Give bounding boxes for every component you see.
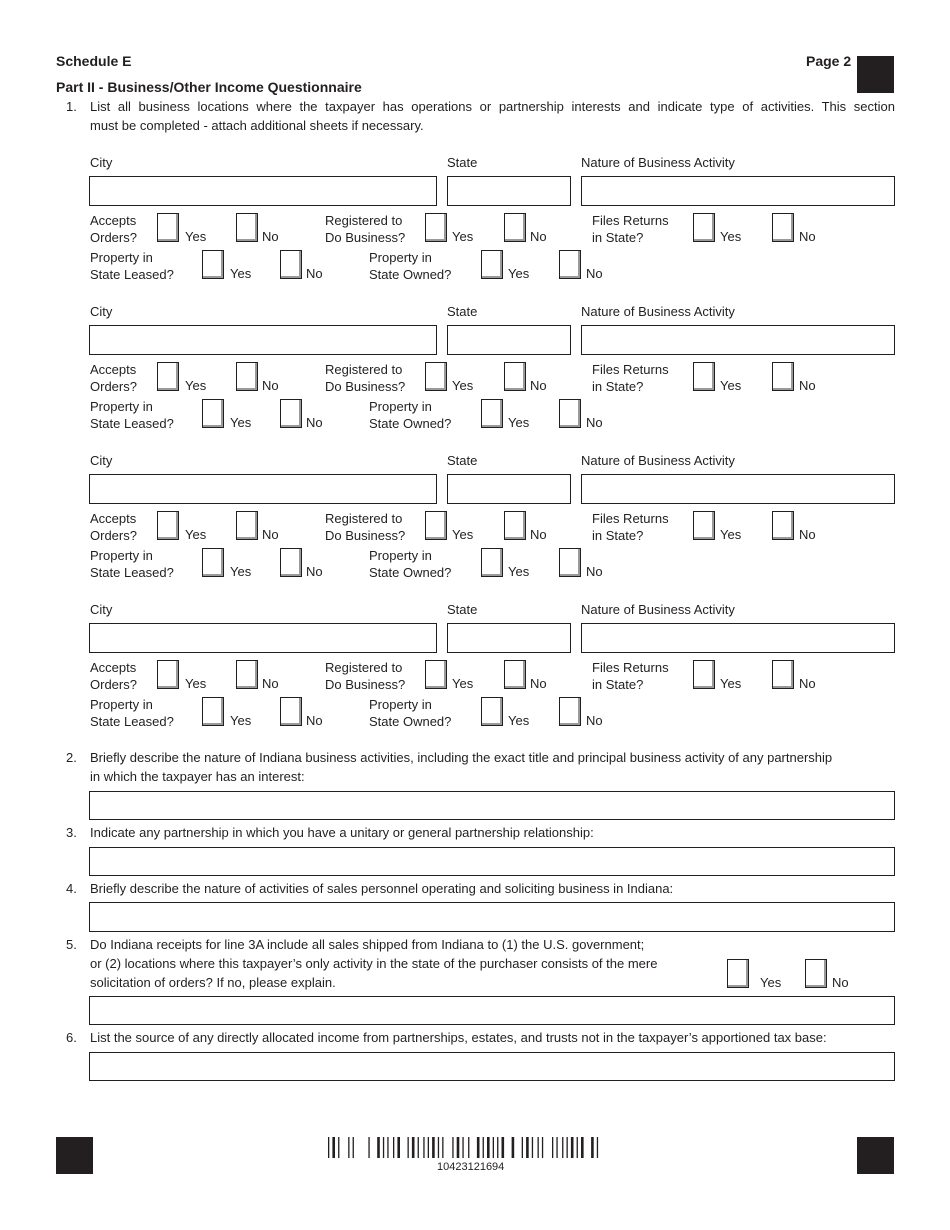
loc2-registered-yes-label: Yes: [452, 378, 474, 393]
loc3-registered-yes-label: Yes: [452, 527, 474, 542]
loc4-owned-no-label: No: [586, 713, 603, 728]
loc4-leased-yes-checkbox[interactable]: [202, 697, 224, 726]
loc1-owned-no-checkbox[interactable]: [559, 250, 581, 279]
q3-input[interactable]: [89, 847, 895, 876]
loc4-accepts-no-checkbox[interactable]: [236, 660, 258, 689]
loc2-registered-no-checkbox[interactable]: [504, 362, 526, 391]
loc4-owned-yes-checkbox[interactable]: [481, 697, 503, 726]
loc1-leased-no-label: No: [306, 266, 323, 281]
loc3-accepts-no-checkbox[interactable]: [236, 511, 258, 540]
q3-text: Indicate any partnership in which you have a unitary or general partnership relationship:: [90, 825, 594, 840]
loc4-state-label: State: [447, 602, 478, 617]
loc3-accepts-orders-label: Accepts Orders?: [90, 511, 137, 543]
loc2-files-no-label: No: [799, 378, 816, 393]
loc3-registered-no-checkbox[interactable]: [504, 511, 526, 540]
loc2-files-yes-label: Yes: [720, 378, 742, 393]
loc4-accepts-yes-label: Yes: [185, 676, 207, 691]
loc2-leased-no-checkbox[interactable]: [280, 399, 302, 428]
loc4-owned-yes-label: Yes: [508, 713, 530, 728]
loc2-files-yes-checkbox[interactable]: [693, 362, 715, 391]
loc2-nature-input[interactable]: [581, 325, 895, 355]
loc1-registered-no-checkbox[interactable]: [504, 213, 526, 242]
q5-explain-input[interactable]: [89, 996, 895, 1025]
q2-number: 2.: [66, 750, 77, 765]
loc4-files-yes-checkbox[interactable]: [693, 660, 715, 689]
loc1-state-input[interactable]: [447, 176, 571, 206]
loc2-registered-yes-checkbox[interactable]: [425, 362, 447, 391]
loc2-owned-no-checkbox[interactable]: [559, 399, 581, 428]
loc3-files-no-label: No: [799, 527, 816, 542]
q5-text-line2: or (2) locations where this taxpayer’s only activity in the state of the purchaser consists of the mere: [90, 956, 658, 971]
loc4-nature-input[interactable]: [581, 623, 895, 653]
loc2-accepts-no-checkbox[interactable]: [236, 362, 258, 391]
loc1-accepts-no-label: No: [262, 229, 279, 244]
loc1-registered-yes-checkbox[interactable]: [425, 213, 447, 242]
loc1-property-leased-label: Property in State Leased?: [90, 250, 174, 282]
loc3-files-yes-checkbox[interactable]: [693, 511, 715, 540]
loc1-owned-no-label: No: [586, 266, 603, 281]
loc2-owned-yes-checkbox[interactable]: [481, 399, 503, 428]
loc1-registered-label: Registered to Do Business?: [325, 213, 406, 245]
loc4-accepts-yes-checkbox[interactable]: [157, 660, 179, 689]
loc3-files-no-checkbox[interactable]: [772, 511, 794, 540]
q4-input[interactable]: [89, 902, 895, 932]
loc3-files-returns-label: Files Returns in State?: [592, 511, 669, 543]
barcode: [328, 1137, 620, 1158]
loc4-nature-label: Nature of Business Activity: [581, 602, 735, 617]
loc3-files-yes-label: Yes: [720, 527, 742, 542]
q6-input[interactable]: [89, 1052, 895, 1081]
loc4-registered-no-checkbox[interactable]: [504, 660, 526, 689]
loc3-leased-yes-label: Yes: [230, 564, 252, 579]
loc1-leased-yes-checkbox[interactable]: [202, 250, 224, 279]
loc1-property-owned-label: Property in State Owned?: [369, 250, 452, 282]
loc3-accepts-no-label: No: [262, 527, 279, 542]
loc3-registered-yes-checkbox[interactable]: [425, 511, 447, 540]
q5-yes-checkbox[interactable]: [727, 959, 749, 988]
loc1-files-no-checkbox[interactable]: [772, 213, 794, 242]
loc3-nature-label: Nature of Business Activity: [581, 453, 735, 468]
loc2-state-label: State: [447, 304, 478, 319]
loc1-files-yes-checkbox[interactable]: [693, 213, 715, 242]
loc3-property-leased-label: Property in State Leased?: [90, 548, 174, 580]
loc1-accepts-no-checkbox[interactable]: [236, 213, 258, 242]
loc2-registered-label: Registered to Do Business?: [325, 362, 406, 394]
loc2-leased-yes-checkbox[interactable]: [202, 399, 224, 428]
loc4-files-returns-label: Files Returns in State?: [592, 660, 669, 692]
q5-text-line3: solicitation of orders? If no, please explain.: [90, 975, 336, 990]
loc4-city-label: City: [90, 602, 113, 617]
q1-number: 1.: [66, 99, 77, 114]
loc3-property-owned-label: Property in State Owned?: [369, 548, 452, 580]
loc3-state-label: State: [447, 453, 478, 468]
q5-no-checkbox[interactable]: [805, 959, 827, 988]
loc1-state-label: State: [447, 155, 478, 170]
loc4-accepts-orders-label: Accepts Orders?: [90, 660, 137, 692]
loc3-accepts-yes-checkbox[interactable]: [157, 511, 179, 540]
q6-text: List the source of any directly allocated income from partnerships, estates, and trusts not in the taxpayer’s apportioned tax base:: [90, 1030, 827, 1045]
loc1-registered-yes-label: Yes: [452, 229, 474, 244]
loc4-registered-yes-checkbox[interactable]: [425, 660, 447, 689]
loc2-owned-yes-label: Yes: [508, 415, 530, 430]
loc2-files-returns-label: Files Returns in State?: [592, 362, 669, 394]
loc4-property-leased-label: Property in State Leased?: [90, 697, 174, 729]
loc2-accepts-yes-checkbox[interactable]: [157, 362, 179, 391]
q5-number: 5.: [66, 937, 77, 952]
loc4-leased-yes-label: Yes: [230, 713, 252, 728]
q2-text-line2: in which the taxpayer has an interest:: [90, 769, 305, 784]
loc4-files-no-checkbox[interactable]: [772, 660, 794, 689]
loc3-owned-no-checkbox[interactable]: [559, 548, 581, 577]
loc2-accepts-orders-label: Accepts Orders?: [90, 362, 137, 394]
loc4-owned-no-checkbox[interactable]: [559, 697, 581, 726]
loc4-accepts-no-label: No: [262, 676, 279, 691]
loc4-registered-no-label: No: [530, 676, 547, 691]
loc3-owned-yes-checkbox[interactable]: [481, 548, 503, 577]
page-number: Page 2: [806, 53, 852, 69]
loc1-owned-yes-checkbox[interactable]: [481, 250, 503, 279]
q2-text-line1: Briefly describe the nature of Indiana business activities, including the exact title and principal business activity of any partnership: [90, 750, 833, 765]
loc2-registered-no-label: No: [530, 378, 547, 393]
loc2-leased-yes-label: Yes: [230, 415, 252, 430]
loc2-city-input[interactable]: [89, 325, 437, 355]
loc1-nature-input[interactable]: [581, 176, 895, 206]
part-title: Part II - Business/Other Income Questionnaire: [56, 79, 362, 95]
loc1-leased-yes-label: Yes: [230, 266, 252, 281]
registration-mark-top-right: [857, 56, 894, 93]
loc2-files-no-checkbox[interactable]: [772, 362, 794, 391]
loc1-city-label: City: [90, 155, 113, 170]
loc3-registered-label: Registered to Do Business?: [325, 511, 406, 543]
loc4-files-yes-label: Yes: [720, 676, 742, 691]
q5-yes-label: Yes: [760, 975, 782, 990]
loc2-leased-no-label: No: [306, 415, 323, 430]
q2-input[interactable]: [89, 791, 895, 820]
loc2-property-owned-label: Property in State Owned?: [369, 399, 452, 431]
loc2-city-label: City: [90, 304, 113, 319]
loc4-leased-no-label: No: [306, 713, 323, 728]
q4-number: 4.: [66, 881, 77, 896]
loc2-property-leased-label: Property in State Leased?: [90, 399, 174, 431]
loc3-leased-yes-checkbox[interactable]: [202, 548, 224, 577]
loc3-city-label: City: [90, 453, 113, 468]
loc3-state-input[interactable]: [447, 474, 571, 504]
loc1-city-input[interactable]: [89, 176, 437, 206]
loc4-files-no-label: No: [799, 676, 816, 691]
schedule-label: Schedule E: [56, 53, 132, 69]
barcode-number: 10423121694: [437, 1161, 505, 1173]
q1-text-line2: must be completed - attach additional sheets if necessary.: [90, 118, 424, 133]
loc3-leased-no-checkbox[interactable]: [280, 548, 302, 577]
loc4-leased-no-checkbox[interactable]: [280, 697, 302, 726]
loc1-nature-label: Nature of Business Activity: [581, 155, 735, 170]
loc1-files-no-label: No: [799, 229, 816, 244]
loc4-registered-label: Registered to Do Business?: [325, 660, 406, 692]
loc4-property-owned-label: Property in State Owned?: [369, 697, 452, 729]
loc1-accepts-yes-label: Yes: [185, 229, 207, 244]
loc2-nature-label: Nature of Business Activity: [581, 304, 735, 319]
loc3-nature-input[interactable]: [581, 474, 895, 504]
q3-number: 3.: [66, 825, 77, 840]
q6-number: 6.: [66, 1030, 77, 1045]
loc3-accepts-yes-label: Yes: [185, 527, 207, 542]
q4-text: Briefly describe the nature of activities of sales personnel operating and soliciting business in Indiana:: [90, 881, 674, 896]
loc1-accepts-yes-checkbox[interactable]: [157, 213, 179, 242]
loc2-owned-no-label: No: [586, 415, 603, 430]
loc3-owned-yes-label: Yes: [508, 564, 530, 579]
loc3-city-input[interactable]: [89, 474, 437, 504]
loc1-files-returns-label: Files Returns in State?: [592, 213, 669, 245]
registration-mark-bottom-left: [56, 1137, 93, 1174]
loc4-city-input[interactable]: [89, 623, 437, 653]
loc1-owned-yes-label: Yes: [508, 266, 530, 281]
loc4-registered-yes-label: Yes: [452, 676, 474, 691]
loc1-leased-no-checkbox[interactable]: [280, 250, 302, 279]
loc2-state-input[interactable]: [447, 325, 571, 355]
loc1-files-yes-label: Yes: [720, 229, 742, 244]
loc1-registered-no-label: No: [530, 229, 547, 244]
q1-text-line1: List all business locations where the taxpayer has operations or partnership interests and indicate type of activities. This section: [90, 99, 895, 114]
q5-text-line1: Do Indiana receipts for line 3A include all sales shipped from Indiana to (1) the U.S. government;: [90, 937, 645, 952]
loc4-state-input[interactable]: [447, 623, 571, 653]
registration-mark-bottom-right: [857, 1137, 894, 1174]
loc3-registered-no-label: No: [530, 527, 547, 542]
loc3-owned-no-label: No: [586, 564, 603, 579]
q5-no-label: No: [832, 975, 849, 990]
loc2-accepts-no-label: No: [262, 378, 279, 393]
loc3-leased-no-label: No: [306, 564, 323, 579]
loc2-accepts-yes-label: Yes: [185, 378, 207, 393]
loc1-accepts-orders-label: Accepts Orders?: [90, 213, 137, 245]
